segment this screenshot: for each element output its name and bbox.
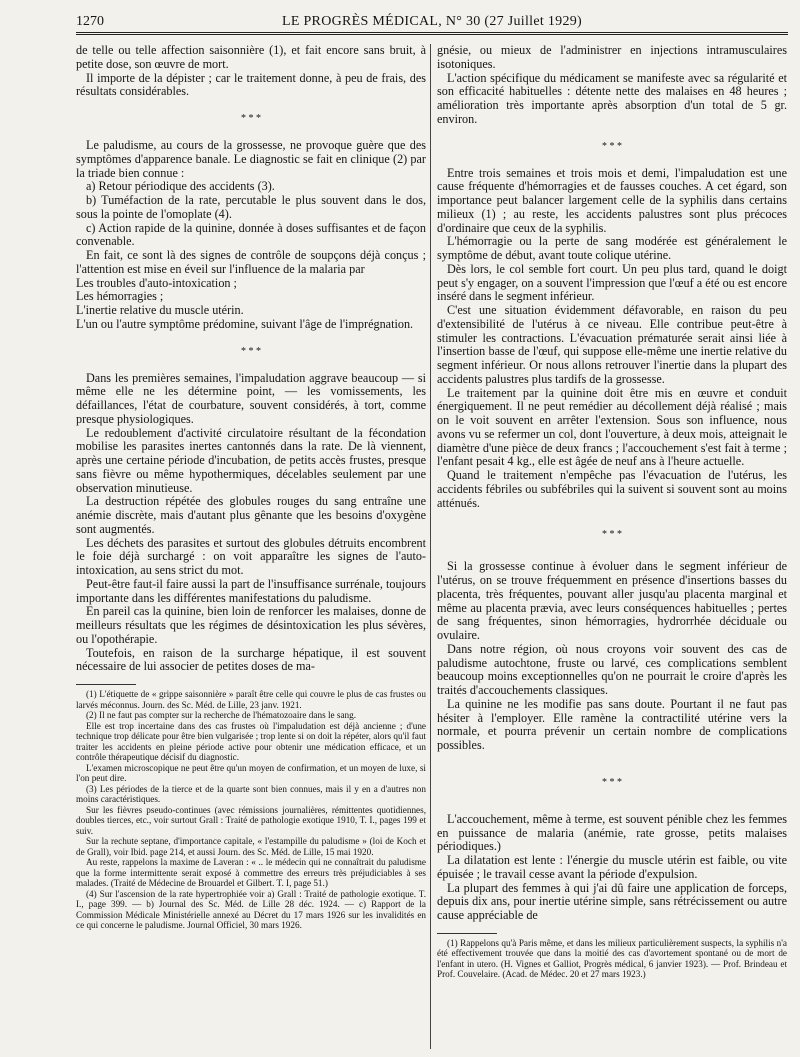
paragraph: L'accouchement, même à terme, est souvent pénible chez les femmes en puissance de malaria (anémie, rate grosse, petits malaises périodiques.) bbox=[437, 811, 787, 854]
triad-item-b: b) Tuméfaction de la rate, percutable le plus souvent dans le dos, sous la pointe de l'omoplate (4). bbox=[76, 193, 426, 221]
footnote: Au reste, rappelons la maxime de Laveran : « .. le médecin qui ne connaîtrait du paludisme que la forme intermittente serait exposé à commettre des erreurs très préjudiciables à ses malades. (Traité de Médecine de Brouardel et Gilbert. T. I, page 51.) bbox=[76, 857, 426, 888]
paragraph: C'est une situation évidemment défavorable, en raison du peu d'extensibilité de l'utérus à ce niveau. Elle contribue peut-être à stimuler les contractions. L'évacuation prématurée serait ainsi liée à l'insertion basse de l'œuf, qui suppose elle-même une inertie relative du segment inférieur. Or nous allons retrouver l'inertie dans la plupart des accidents palustres plus tardifs de la grossesse. bbox=[437, 303, 787, 386]
section-separator: * * * bbox=[241, 345, 261, 357]
paragraph: Dans notre région, où nous croyons voir souvent des cas de paludisme autochtone, fruste ou larvé, ces complications semblent beaucoup moins exceptionnelles qu'on ne pourrait le croire d'après les traités d'accouchements classiques. bbox=[437, 641, 787, 697]
footnote: (3) Les périodes de la tierce et de la quarte sont bien connues, mais il y en a d'autres non moins caractéristiques. bbox=[76, 783, 426, 804]
paragraph: Si la grossesse continue à évoluer dans le segment inférieur de l'utérus, on se trouve fréquemment en présence d'insertions basses du placenta, très fréquentes, pouvant aller jusqu'au placenta marginal et même au placenta prævia, avec leurs conséquences habituelles ; pertes de sang fréquentes, sinon hémorragies, hydrorrhée déciduale ou ovulaire. bbox=[437, 559, 787, 642]
paragraph: Toutefois, en raison de la surcharge hépatique, il est souvent nécessaire de lui associer de petites doses de ma- bbox=[76, 645, 426, 674]
footnote: (2) Il ne faut pas compter sur la recherche de l'hématozoaire dans le sang. bbox=[86, 710, 357, 720]
paragraph: L'hémorragie ou la perte de sang modérée est généralement le symptôme de début, avant toute colique utérine. bbox=[437, 234, 787, 262]
section-separator: * * * bbox=[241, 113, 261, 124]
paragraph: Les déchets des parasites et surtout des globules détruits encombrent le foie déjà surchargé : on voit apparaître les signes de l'auto-intoxication, au sens strict du mot. bbox=[76, 535, 426, 577]
paragraph: La dilatation est lente : l'énergie du muscle utérin est faible, ou vite épuisée ; le travail cesse avant la période d'expulsion. bbox=[437, 853, 787, 881]
column-divider bbox=[430, 44, 431, 1049]
section-separator: * * * bbox=[602, 529, 622, 541]
footnote: (4) Sur l'ascension de la rate hypertrophiée voir a) Grall : Traité de pathologie exotique. T. I., page 399. — b) Journal des Sc. Méd. de Lille 28 déc. 1924. — c) Rapport de la Commission Médicale Ministérielle annexé au Décret du 17 mars 1926 sur les invalidités en ce qui concerne le paludisme. Journal Officiel, 30 mars 1926. bbox=[76, 888, 426, 930]
footnote-rule bbox=[437, 933, 497, 934]
header-rule bbox=[76, 32, 788, 33]
triad-item-a: a) Retour périodique des accidents (3). bbox=[86, 179, 275, 194]
paragraph: En pareil cas la quinine, bien loin de renforcer les malaises, donne de meilleurs résultats que les régimes de désintoxication les plus sévères, ou l'opothérapie. bbox=[76, 604, 426, 646]
paragraph: En fait, ce sont là des signes de contrôle de soupçons déjà conçus ; l'attention est mise en éveil sur l'influence de la malaria par bbox=[76, 248, 426, 276]
paragraph: Il importe de la dépister ; car le traitement donne, à peu de frais, des résultats considérables. bbox=[76, 70, 426, 99]
header-rule-double bbox=[76, 34, 788, 35]
paragraph: Le paludisme, au cours de la grossesse, ne provoque guère que des symptômes d'apparence banale. Le diagnostic se fait en clinique (2) par la triade bien connue : bbox=[76, 138, 426, 180]
footnote: Elle est trop incertaine dans des cas frustes où l'impaludation est déjà ancienne ; d'une technique trop délicate pour être bien vulgarisée ; trop lente si on doit la répéter, alors qu'il faut traiter les accidents en pleine période active pour obtenir une médication efficace, et un contrôle thérapeutique décisif du diagnostic. bbox=[76, 720, 426, 762]
page-number: 1270 bbox=[76, 14, 104, 29]
paragraph: Dès lors, le col semble fort court. Un peu plus tard, quand le doigt peut s'y engager, on a souvent l'impression que l'œuf a été ou est encore inséré dans le segment inférieur. bbox=[437, 261, 787, 304]
paragraph: La destruction répétée des globules rouges du sang entraîne une anémie discrète, mais d'autant plus gênante que les besoins d'oxygène sont augmentés. bbox=[76, 494, 426, 536]
section-separator: * * * bbox=[602, 140, 622, 152]
footnote-rule bbox=[76, 684, 136, 685]
paragraph: Peut-être faut-il faire aussi la part de l'insuffisance surrénale, toujours importante dans les différentes manifestations du paludisme. bbox=[76, 576, 426, 605]
footnote: L'examen microscopique ne peut être qu'un moyen de confirmation, et un moyen de luxe, si l'on peut dire. bbox=[76, 762, 426, 783]
list-item: Les troubles d'auto-intoxication ; bbox=[76, 275, 237, 290]
paragraph: Entre trois semaines et trois mois et demi, l'impaludation est une cause fréquente d'hémorragies et de fausses couches. A cet égard, son importance peut balancer largement celle de la syphilis dans certains milieux (1) ; au reste, les accidents palustres sont plus précoces d'ordinaire que ceux de la syphilis. bbox=[437, 165, 787, 235]
running-header bbox=[76, 10, 788, 32]
running-title: LE PROGRÈS MÉDICAL, N° 30 (27 Juillet 1929) bbox=[281, 14, 583, 29]
paragraph: Dans les premières semaines, l'impaludation aggrave beaucoup — si même elle ne les détermine point, — les vomissements, les défaillances, l'état de courbature, souvent considérés, à tort, comme presque physiologiques. bbox=[76, 370, 426, 426]
triad-item-c: c) Action rapide de la quinine, donnée à doses suffisantes et de façon convenable. bbox=[76, 220, 426, 249]
paragraph: Quand le traitement n'empêche pas l'évacuation de l'utérus, les accidents fébriles ou subfébriles qui la suivent si souvent sont au moins atténués. bbox=[437, 468, 787, 510]
paragraph: La plupart des femmes à qui j'ai dû faire une application de forceps, depuis dix ans, pour inertie utérine simple, sans rétrécissement ou autre cause appréciable de bbox=[437, 880, 787, 922]
right-column bbox=[437, 44, 787, 980]
list-item: Les hémorragies ; bbox=[76, 289, 164, 304]
paragraph: L'action spécifique du médicament se manifeste avec sa régularité et son efficacité habituelles : détente nette des malaises en 48 heures ; amélioration très importante après absorption d'un total de 5 gr. environ. bbox=[437, 70, 787, 126]
paragraph: gnésie, ou mieux de l'administrer en injections intramusculaires isotoniques. bbox=[437, 43, 787, 71]
footnote: Sur la rechute septane, d'importance capitale, « l'estampille du paludisme » (loi de Koch et de Grall), voir Ibid. page 214, et aussi Journ. des Sc. Méd. de Lille, 15 mai 1920. bbox=[76, 836, 426, 857]
footnote: Sur les fièvres pseudo-continues (avec rémissions journalières, rémittentes quotidiennes, doubles tierces, etc., voir surtout Grall : Traité de pathologie exotique 1910, T. I., pages 199 et suiv. bbox=[76, 804, 426, 836]
section-separator: * * * bbox=[602, 776, 622, 788]
paragraph: L'un ou l'autre symptôme prédomine, suivant l'âge de l'imprégnation. bbox=[76, 316, 414, 331]
list-item: L'inertie relative du muscle utérin. bbox=[76, 303, 244, 317]
footnote: (1) L'étiquette de « grippe saisonnière » paraît être celle qui couvre le plus de cas frustes ou larvés méconnus. Journ. des Sc. Méd. de Lille, 23 janv. 1921. bbox=[76, 689, 426, 710]
footnotes bbox=[76, 689, 426, 931]
paragraph: de telle ou telle affection saisonnière (1), et fait encore sans bruit, à petite dose, son œuvre de mort. bbox=[76, 43, 426, 71]
paragraph: Le traitement par la quinine doit être mis en œuvre et conduit énergiquement. Il ne peut remédier au décollement déjà réalisé ; mais on le voit souvent en arrêter l'extension. Sous son influence, nous avons vu se refermer un col, dont l'ouverture, à deux mois, atteignait le diamètre d'une pièce de deux francs ; l'accouchement s'est fait à terme ; l'enfant pesait 4 kg., elle est âgée de neuf ans à l'heure actuelle. bbox=[437, 385, 787, 469]
footnotes bbox=[437, 938, 787, 980]
footnote: (1) Rappelons qu'à Paris même, et dans les milieux particulièrement suspects, la syphilis n'a été effectivement trouvée que dans la moitié des cas d'avortement spontané ou de mort de l'enfant in utero. (H. Vignes et Galliot, Progrès médical, 6 janvier 1923). — Prof. Brindeau et Prof. Couvelaire. (Acad. de Médec. 20 et 27 mars 1923.) bbox=[437, 937, 787, 980]
paragraph: La quinine ne les modifie pas sans doute. Pourtant il ne faut pas hésiter à l'employer. Elle ramène la contractilité utérine vers la normale, et pourra prévenir un certain nombre de complications possibles. bbox=[437, 696, 787, 752]
left-column bbox=[76, 44, 426, 931]
paragraph: Le redoublement d'activité circulatoire résultant de la fécondation mobilise les parasites inertes cantonnés dans la rate. De là viennent, après une certaine période d'incubation, de petits accès frustes, presque sans fièvre ou même hypothermiques, décelables seulement par une observation minutieuse. bbox=[76, 425, 426, 495]
